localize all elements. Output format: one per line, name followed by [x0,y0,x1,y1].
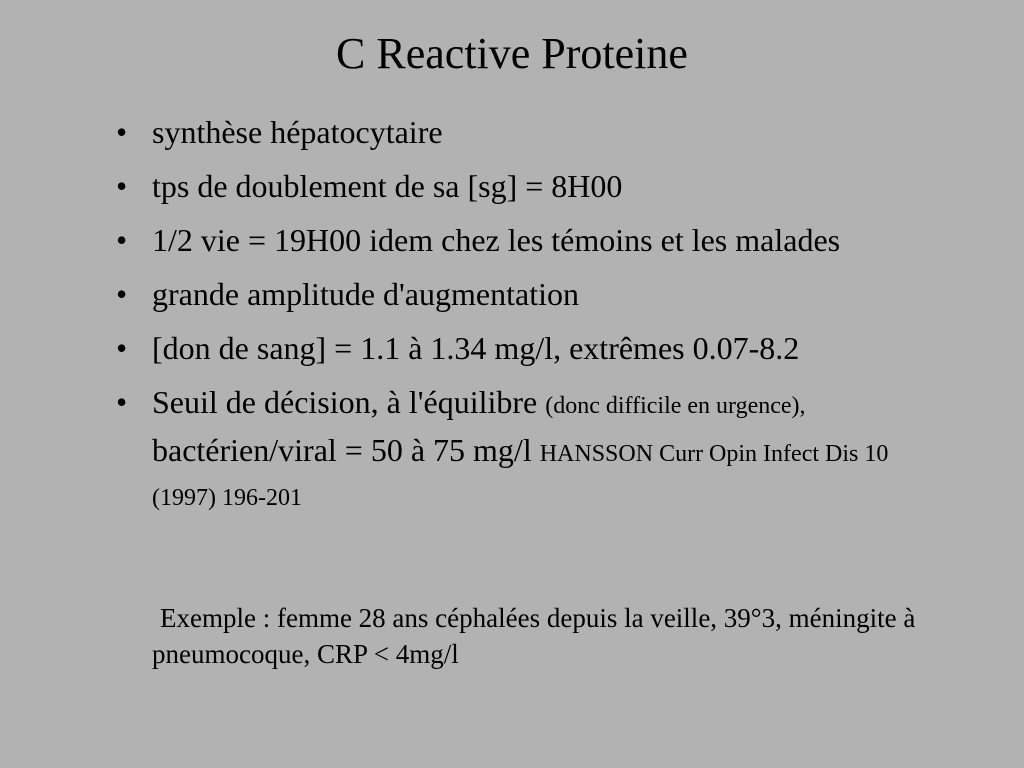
bullet-text: tps de doublement de sa [sg] = 8H00 [152,168,623,204]
bullet-text: 1/2 vie = 19H00 idem chez les témoins et les malades [152,222,841,258]
bullet-text-threshold: bactérien/viral = 50 à 75 mg/l [152,432,540,468]
bullet-dot-icon: • [116,330,128,366]
bullet-text: [don de sang] = 1.1 à 1.34 mg/l, extrêmes 0.07-8.2 [152,330,800,366]
bullet-item [116,164,946,208]
bullet-dot-icon: • [116,114,128,150]
bullet-dot-icon: • [116,276,128,312]
bullet-item [116,272,946,316]
slide-title: C Reactive Proteine [336,29,688,78]
bullet-dot-icon: • [116,384,128,420]
bullet-item [116,110,946,154]
citation-reference: Curr Opin Infect Dis 10 (1997) 196-201 [152,441,889,511]
bullet-item [116,380,946,516]
bullet-item [116,218,946,262]
bullet-dot-icon: • [116,222,128,258]
bullet-text-main: Seuil de décision, à l'équilibre [152,384,546,420]
citation-author: HANSSON [539,441,654,467]
example-text: Exemple : femme 28 ans céphalées depuis la veille, 39°3, méningite à pneumocoque, CRP < 4mg/l [152,603,916,669]
bullet-list [116,110,946,526]
bullet-text: synthèse hépatocytaire [152,114,443,150]
bullet-dot-icon: • [116,168,128,204]
bullet-text: grande amplitude d'augmentation [152,276,579,312]
bullet-text-note: (donc difficile en urgence), [545,393,806,419]
bullet-item [116,326,946,370]
